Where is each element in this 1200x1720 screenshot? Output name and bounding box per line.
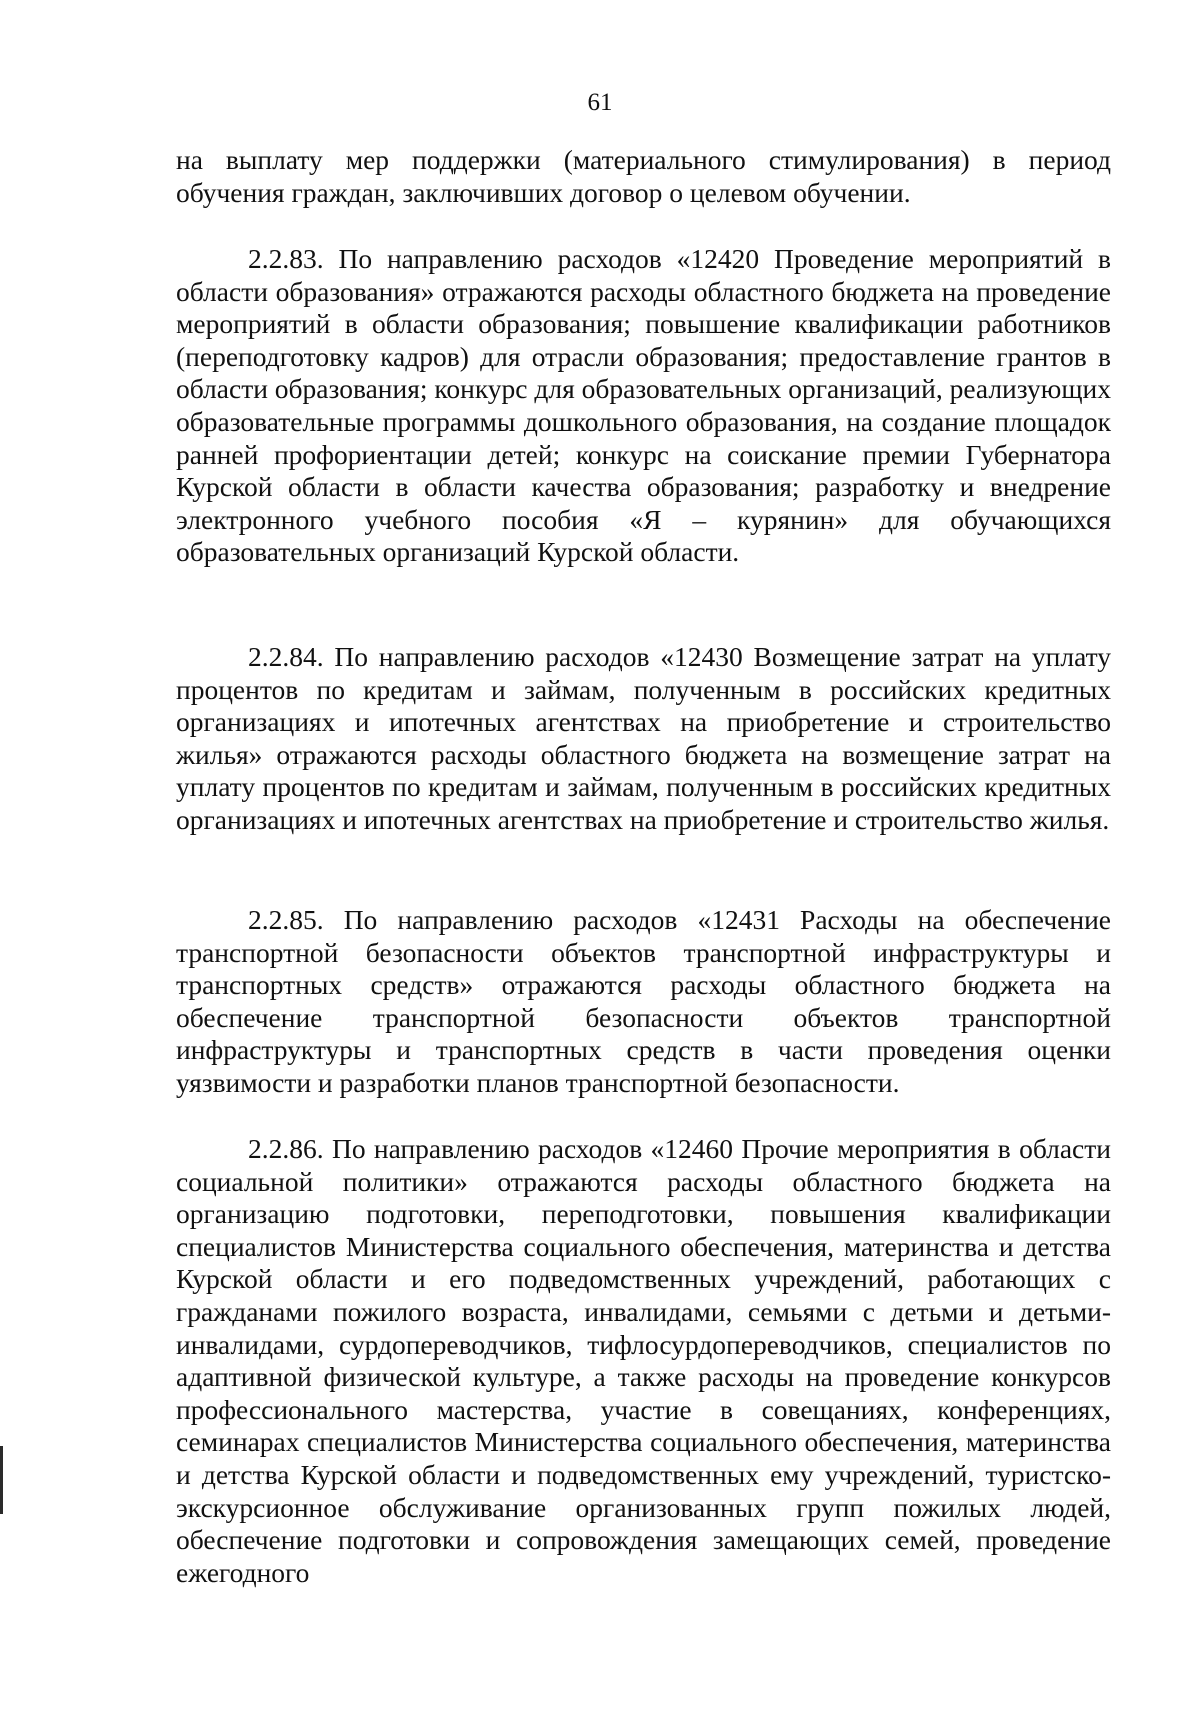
paragraph-2-2-84: 2.2.84. По направлению расходов «12430 Возмещение затрат на уплату процентов по кредитам и займам, полученным в российских кредитных организациях и ипотечных агентствах на приобретение и строительство жилья» отражаются расходы областного бюджета на возмещение затрат на уплату процентов по кредитам и займам, полученным в российских кредитных организациях и ипотечных агентствах на приобретение и строительство жилья. [176, 641, 1111, 835]
paragraph-2-2-83: 2.2.83. По направлению расходов «12420 Проведение мероприятий в области образования» отражаются расходы областного бюджета на проведение мероприятий в области образования; повышение квалификации работников (переподготовку кадров) для отрасли образования; предоставление грантов в области образования; конкурс для образовательных организаций, реализующих образовательные программы дошкольного образования, на создание площадок ранней профориентации детей; конкурс на соискание премии Губернатора Курской области в области качества образования; разработку и внедрение электронного учебного пособия «Я – курянин» для обучающихся образовательных организаций Курской области. [176, 243, 1111, 568]
page-number: 61 [587, 89, 613, 116]
paragraph-2-2-86: 2.2.86. По направлению расходов «12460 Прочие мероприятия в области социальной политики» отражаются расходы областного бюджета на организацию подготовки, переподготовки, повышения квалификации специалистов Министерства социального обеспечения, материнства и детства Курской области и его подведомственных учреждений, работающих с гражданами пожилого возраста, инвалидами, семьями с детьми и детьми-инвалидами, сурдопереводчиков, тифлосурдопереводчиков, специалистов по адаптивной физической культуре, а также расходы на проведение конкурсов профессионального мастерства, участие в совещаниях, конференциях, семинарах специалистов Министерства социального обеспечения, материнства и детства Курской области и подведомственных ему учреждений, туристско-экскурсионное обслуживание организованных групп пожилых людей, обеспечение подготовки и сопровождения замещающих семей, проведение ежегодного [176, 1133, 1111, 1588]
paragraph-2-2-85: 2.2.85. По направлению расходов «12431 Расходы на обеспечение транспортной безопасности объектов транспортной инфраструктуры и транспортных средств» отражаются расходы областного бюджета на обеспечение транспортной безопасности объектов транспортной инфраструктуры и транспортных средств в части проведения оценки уязвимости и разработки планов транспортной безопасности. [176, 904, 1111, 1098]
scan-edge-mark [0, 1446, 3, 1514]
paragraph-continuation: на выплату мер поддержки (материального стимулирования) в период обучения граждан, заключивших договор о целевом обучении. [176, 144, 1111, 208]
